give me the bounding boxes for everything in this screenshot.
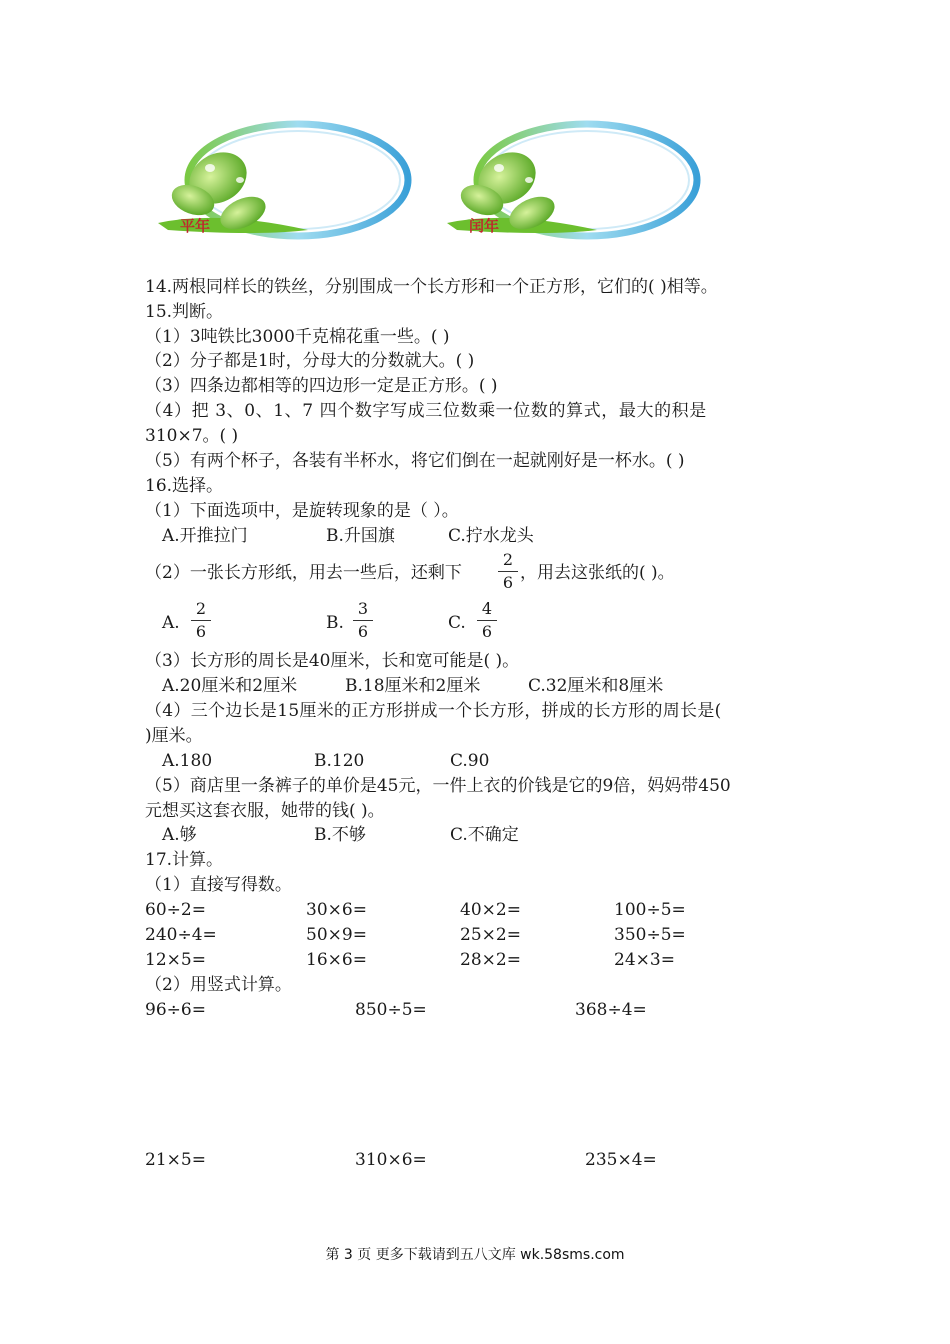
- q16-2-option-a-label: A.: [162, 613, 180, 633]
- oral-calc: 25×2=: [460, 925, 521, 945]
- q16-2-option-a-fraction: 2 6: [191, 600, 211, 641]
- q16-4-option-c: C.90: [450, 751, 490, 771]
- question-14: 14.两根同样长的铁丝，分别围成一个长方形和一个正方形，它们的( )相等。: [145, 277, 718, 297]
- vertical-calc: 310×6=: [355, 1150, 427, 1170]
- q16-2-remaining-fraction: 2 6: [498, 551, 518, 592]
- q16-2-option-c-label: C.: [448, 613, 466, 633]
- q15-item-2: （2）分子都是1时，分母大的分数就大。( ): [145, 351, 475, 371]
- common-year-label: 平年: [180, 217, 211, 235]
- common-year-badge: [148, 118, 418, 248]
- vertical-calc: 21×5=: [145, 1150, 206, 1170]
- q16-sub-2-after: ，用去这张纸的( )。: [520, 563, 675, 583]
- q16-1-option-a: A.开推拉门: [162, 526, 248, 546]
- oral-calc: 60÷2=: [145, 900, 206, 920]
- q16-3-option-a: A.20厘米和2厘米: [162, 676, 298, 696]
- q16-1-option-c: C.拧水龙头: [448, 526, 534, 546]
- q15-item-1: （1）3吨铁比3000千克棉花重一些。( ): [145, 327, 450, 347]
- leap-year-label: 闰年: [469, 217, 500, 235]
- question-17-title: 17.计算。: [145, 850, 224, 870]
- q16-sub-2-before: （2）一张长方形纸，用去一些后，还剩下: [145, 563, 462, 583]
- question-16-title: 16.选择。: [145, 476, 224, 496]
- oral-calc: 50×9=: [306, 925, 367, 945]
- oral-calc: 12×5=: [145, 950, 206, 970]
- q16-2-option-c-fraction: 4 6: [477, 600, 497, 641]
- oral-calc: 16×6=: [306, 950, 367, 970]
- oral-calc: 350÷5=: [614, 925, 686, 945]
- q15-item-4: （4）把 3、0、1、7 四个数字写成三位数乘一位数的算式，最大的积是: [145, 401, 707, 421]
- q16-5-option-a: A.够: [162, 825, 197, 845]
- q16-5-option-c: C.不确定: [450, 825, 519, 845]
- q16-sub-3: （3）长方形的周长是40厘米，长和宽可能是( )。: [145, 651, 520, 671]
- q16-sub-1: （1）下面选项中，是旋转现象的是（ ）。: [145, 501, 459, 521]
- q16-sub-4: （4）三个边长是15厘米的正方形拼成一个长方形，拼成的长方形的周长是(: [145, 701, 722, 721]
- q16-3-option-c: C.32厘米和8厘米: [528, 676, 664, 696]
- oral-calc: 100÷5=: [614, 900, 686, 920]
- oral-calc: 40×2=: [460, 900, 521, 920]
- q16-5-option-b: B.不够: [314, 825, 366, 845]
- q15-item-4-cont: 310×7。( ): [145, 426, 239, 446]
- oral-calc: 28×2=: [460, 950, 521, 970]
- q16-sub-4-cont: )厘米。: [145, 726, 203, 746]
- vertical-calc: 235×4=: [585, 1150, 657, 1170]
- q16-4-option-a: A.180: [162, 751, 213, 771]
- leap-year-badge: [437, 118, 707, 248]
- vertical-calc: 850÷5=: [355, 1000, 427, 1020]
- q17-sub-2: （2）用竖式计算。: [145, 975, 292, 995]
- q15-item-3: （3）四条边都相等的四边形一定是正方形。( ): [145, 376, 498, 396]
- q16-2-option-b-fraction: 3 6: [353, 600, 373, 641]
- q16-sub-5-cont: 元想买这套衣服，她带的钱( )。: [145, 801, 385, 821]
- vertical-calc: 96÷6=: [145, 1000, 206, 1020]
- vertical-calc: 368÷4=: [575, 1000, 647, 1020]
- q17-sub-1: （1）直接写得数。: [145, 875, 292, 895]
- q16-3-option-b: B.18厘米和2厘米: [345, 676, 481, 696]
- q16-4-option-b: B.120: [314, 751, 365, 771]
- oral-calc: 240÷4=: [145, 925, 217, 945]
- q16-sub-5: （5）商店里一条裤子的单价是45元，一件上衣的价钱是它的9倍，妈妈带450: [145, 776, 731, 796]
- oral-calc: 30×6=: [306, 900, 367, 920]
- page-footer: 第 3 页 更多下载请到五八文库 wk.58sms.com: [325, 1247, 625, 1263]
- q16-2-option-b-label: B.: [326, 613, 344, 633]
- q16-1-option-b: B.升国旗: [326, 526, 395, 546]
- q15-item-5: （5）有两个杯子，各装有半杯水，将它们倒在一起就刚好是一杯水。( ): [145, 451, 685, 471]
- question-15-title: 15.判断。: [145, 302, 224, 322]
- oral-calc: 24×3=: [614, 950, 675, 970]
